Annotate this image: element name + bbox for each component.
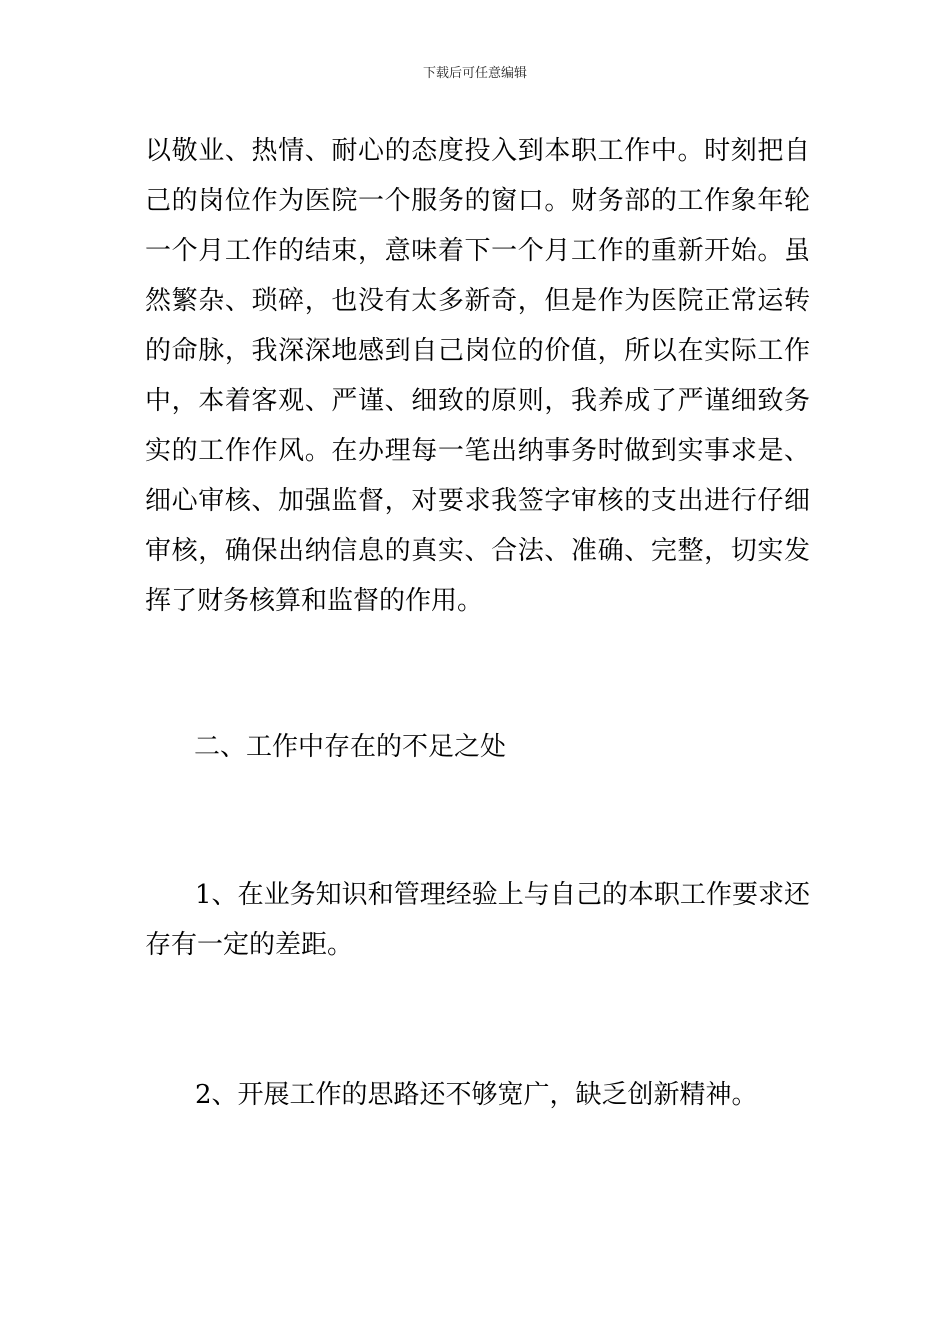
header-note: 下载后可任意编辑 (422, 66, 527, 81)
list-item: 2、开展工作的思路还不够宽广，缺乏创新精神。 (195, 1080, 758, 1110)
list-item: 1、在业务知识和管理经验上与自己的本职工作要求还存有一定的差距。 (145, 880, 810, 960)
body-paragraph: 以敬业、热情、耐心的态度投入到本职工作中。时刻把自己的岗位作为医院一个服务的窗口。财务部的工作象年轮一个月工作的结束，意味着下一个月工作的重新开始。虽然繁杂、琐碎，也没有太多新奇，但是作为医院正常运转的命脉，我深深地感到自己岗位的价值，所以在实际工作中，本着客观、严谨、细致的原则，我养成了严谨细致务实的工作作风。在办理每一笔出纳事务时做到实事求是、细心审核、加强监督，对要求我签字审核的支出进行仔细审核，确保出纳信息的真实、合法、准确、完整，切实发挥了财务核算和监督的作用。 (145, 136, 810, 616)
section-heading: 二、工作中存在的不足之处 (194, 732, 507, 762)
